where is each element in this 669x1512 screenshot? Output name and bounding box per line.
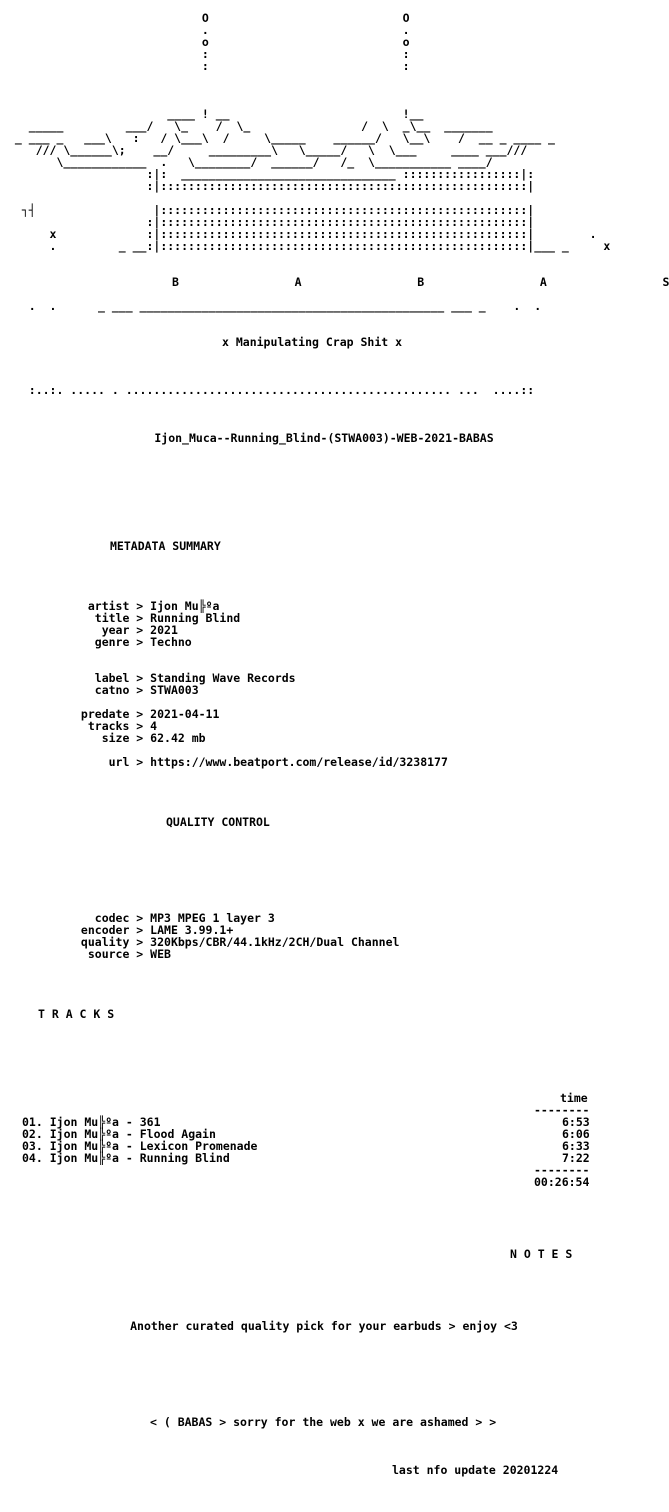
logo-art-line: x :|:::::::::::::::::::::::::::::::::::::::::::::::::::::| .: [8, 227, 597, 241]
source-value: WEB: [150, 947, 171, 961]
metadata-summary-heading: METADATA SUMMARY: [110, 539, 221, 553]
logo-art-line: :|:::::::::::::::::::::::::::::::::::::::::::::::::::::|: [8, 215, 535, 229]
title-value: Running Blind: [150, 611, 241, 625]
babas-logo: [0, 11, 669, 397]
logo-letters: B A B A S: [172, 275, 669, 289]
metadata-url: [74, 756, 634, 768]
title-label: title >: [74, 611, 151, 625]
track-artist: Ijon Mu╠ºa: [49, 1139, 119, 1153]
logo-art-line: : :: [8, 59, 410, 73]
logo-art-line: . _ __:|:::::::::::::::::::::::::::::::::::::::::::::::::::::|___ _ x: [8, 239, 611, 253]
track-row: 02. Ijon Mu╠ºa - Flood Again 6:06: [22, 1127, 590, 1141]
total-time: 00:26:54: [534, 1175, 590, 1189]
track-number: 03.: [22, 1139, 43, 1153]
year-value: 2021: [150, 623, 178, 637]
logo-art-line: ____ ! __ !__: [8, 107, 424, 121]
track-row: 04. Ijon Mu╠ºa - Running Blind 7:22: [22, 1151, 590, 1165]
track-number: 01.: [22, 1115, 43, 1129]
logo-art-line: . .: [8, 23, 410, 37]
tracks-value: 4: [150, 719, 158, 733]
encoder-label: encoder >: [74, 923, 151, 937]
metadata-genre: [74, 636, 634, 648]
logo-art-line: : :: [8, 47, 410, 61]
logo-art-line: /// \______\; __/ _________\ \_____/ \ \___ ____ ___///: [8, 143, 528, 157]
logo-frame-top: . . _ ___ ____________________________________________ ___ _ . .: [8, 299, 542, 313]
encoder-value: LAME 3.99.1+: [150, 923, 234, 937]
codec-label: codec >: [74, 911, 151, 925]
predate-value: 2021-04-11: [150, 707, 220, 721]
size-value: 62.42 mb: [150, 731, 206, 745]
track-artist: Ijon Mu╠ºa: [49, 1127, 119, 1141]
label-label: label >: [74, 671, 151, 685]
artist-label: artist >: [74, 599, 151, 613]
year-label: year >: [74, 623, 151, 637]
track-time: 7:22: [562, 1151, 590, 1165]
track-row: 01. Ijon Mu╠ºa - 361 6:53: [22, 1115, 590, 1129]
catno-value: STWA003: [150, 683, 199, 697]
track-time: 6:06: [562, 1127, 590, 1141]
logo-art-line: _ ___ _ ___\ : / \___\ / \_____ ______/ \__\ / __ _ ____ _: [8, 131, 555, 145]
metadata-predate: [74, 708, 634, 720]
footer-message: < ( BABAS > sorry for the web x we are ashamed > >: [150, 1415, 497, 1429]
url-label: url >: [74, 755, 151, 769]
notes-heading: N O T E S: [510, 1247, 573, 1261]
track-title: 361: [139, 1115, 161, 1129]
track-number: 04.: [22, 1151, 43, 1165]
logo-art-line: :|: _______________________________ :::::::::::::::::|:: [8, 167, 535, 181]
url-value: https://www.beatport.com/release/id/3238177: [150, 755, 448, 769]
track-time: 6:33: [562, 1139, 590, 1153]
track-artist: Ijon Mu╠ºa: [49, 1115, 119, 1129]
total-rule: --------: [534, 1163, 590, 1177]
last-update: last nfo update 20201224: [392, 1463, 559, 1477]
logo-art-line: :|:::::::::::::::::::::::::::::::::::::::::::::::::::::|: [8, 179, 535, 193]
metadata-catno: [74, 684, 634, 696]
time-rule: --------: [534, 1103, 590, 1117]
track-title: Lexicon Promenade: [139, 1139, 258, 1153]
size-label: size >: [74, 731, 151, 745]
quality-source: [74, 948, 634, 960]
track-number: 02.: [22, 1127, 43, 1141]
source-label: source >: [74, 947, 151, 961]
track-title: Running Blind: [139, 1151, 230, 1165]
catno-label: catno >: [74, 683, 151, 697]
time-header: time: [560, 1091, 588, 1105]
track-artist: Ijon Mu╠ºa: [49, 1151, 119, 1165]
logo-frame-bottom: :..:. ..... . ............................................... ... ....::: [8, 383, 535, 397]
quality-label: quality >: [74, 935, 151, 949]
genre-label: genre >: [74, 635, 151, 649]
metadata-block: [0, 420, 648, 769]
logo-art-line: ┐┤ |:::::::::::::::::::::::::::::::::::::::::::::::::::::|: [8, 203, 535, 217]
codec-value: MP3 MPEG 1 layer 3: [150, 911, 275, 925]
logo-art-line: o o: [8, 35, 410, 49]
genre-value: Techno: [150, 635, 192, 649]
logo-tagline: x Manipulating Crap Shit x: [222, 335, 403, 349]
artist-value: Ijon Mu╠ºa: [150, 599, 220, 613]
quality-value: 320Kbps/CBR/44.1kHz/2CH/Dual Channel: [150, 935, 400, 949]
tracks-label: tracks >: [74, 719, 151, 733]
logo-art-line: O O: [8, 11, 410, 25]
quality-control-heading: QUALITY CONTROL: [166, 815, 270, 829]
tracks-heading: T R A C K S: [38, 1007, 115, 1021]
predate-label: predate >: [74, 707, 151, 721]
logo-art-line: \____________ . \________/ ______/ /_ \___________ ____/: [8, 155, 493, 169]
metadata-size: [74, 732, 634, 744]
track-title: Flood Again: [139, 1127, 216, 1141]
label-value: Standing Wave Records: [150, 671, 296, 685]
notes-text: Another curated quality pick for your earbuds > enjoy <3: [130, 1319, 518, 1333]
logo-art-line: _____ ___/ \_ / \_ / \ _\__ _______: [8, 119, 493, 133]
release-name: Ijon_Muca--Running_Blind-(STWA003)-WEB-2021-BABAS: [154, 431, 494, 445]
track-time: 6:53: [562, 1115, 590, 1129]
track-row: 03. Ijon Mu╠ºa - Lexicon Promenade 6:33: [22, 1139, 590, 1153]
